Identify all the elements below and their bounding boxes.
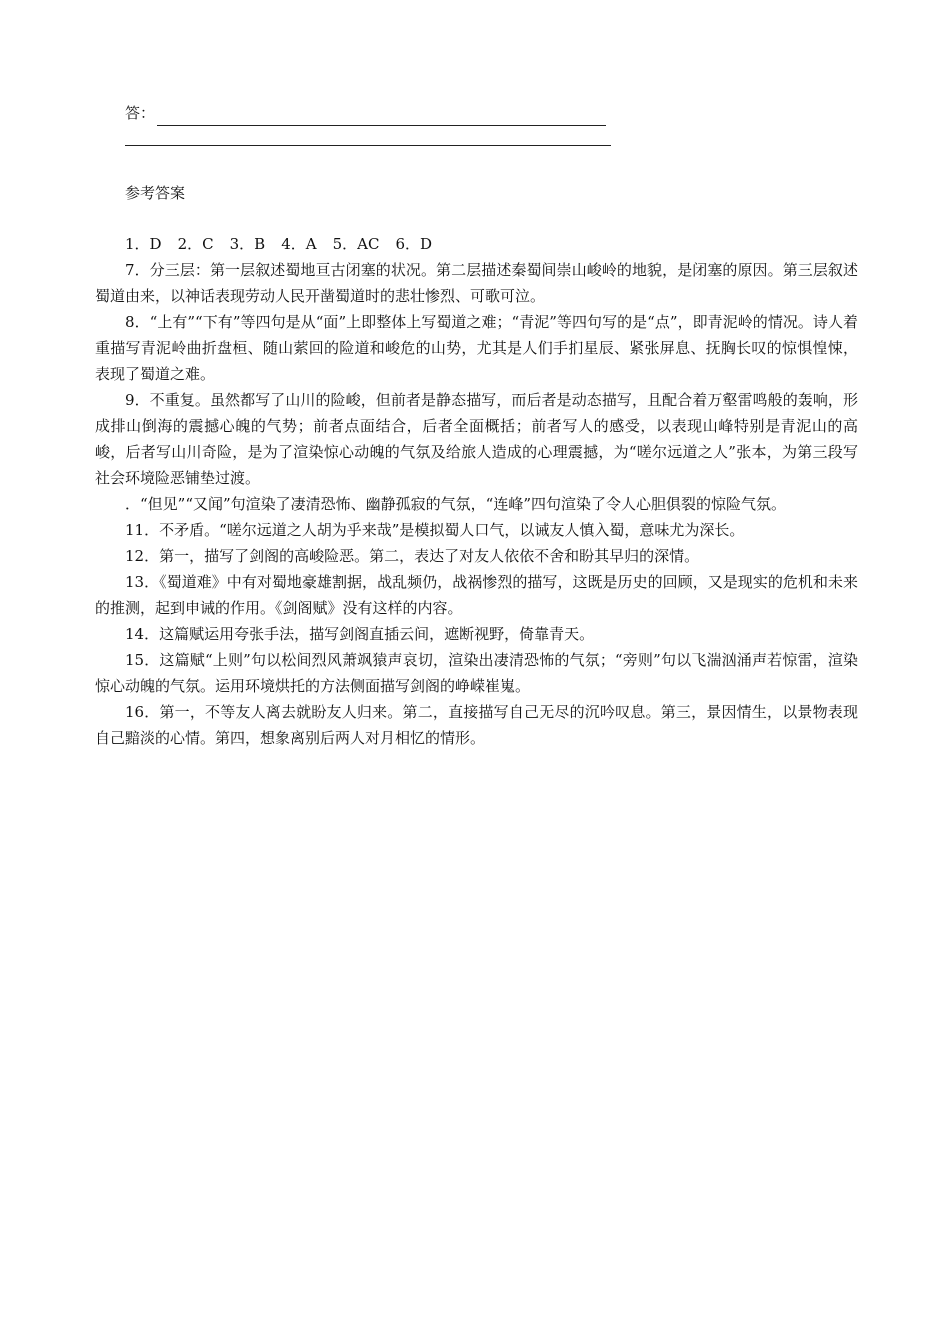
mc-answer: 2．C <box>177 235 214 253</box>
answer-blank-line-2 <box>125 145 611 146</box>
mc-answer: 1．D <box>125 235 162 253</box>
answer-paragraph-15: 15．这篇赋“上则”句以松间烈风萧飒猿声哀切，渲染出凄清恐怖的气氛；“旁则”句以飞湍汹涌声若惊雷，渲染惊心动魄的气氛。运用环境烘托的方法侧面描写剑阁的峥嵘崔嵬。 <box>95 651 858 695</box>
reference-answers-title: 参考答案 <box>125 184 186 202</box>
answer-blank-line-1 <box>157 107 606 126</box>
answer-paragraph-11: 11．不矛盾。“嗟尔远道之人胡为乎来哉”是模拟蜀人口气，以诫友人慎入蜀，意味尤为深长。 <box>125 521 745 539</box>
answers-body <box>95 231 858 751</box>
answer-paragraph-7: 7．分三层：第一层叙述蜀地亘古闭塞的状况。第二层描述秦蜀间崇山峻岭的地貌，是闭塞的原因。第三层叙述蜀道由来，以神话表现劳动人民开凿蜀道时的悲壮惨烈、可歌可泣。 <box>95 261 858 305</box>
answer-paragraph-9: 9．不重复。虽然都写了山川的险峻，但前者是静态描写，而后者是动态描写，且配合着万壑雷鸣般的轰响，形成排山倒海的震撼心魄的气势；前者点面结合，后者全面概括；前者写人的感受，以表现山峰特别是青泥山的高峻，后者写山川奇险，是为了渲染惊心动魄的气氛及给旅人造成的心理震撼，为“嗟尔远道之人”张本，为第三段写社会环境险恶铺垫过渡。 <box>95 391 858 487</box>
mc-answer: 4．A <box>281 235 317 253</box>
answer-paragraph-16: 16．第一，不等友人离去就盼友人归来。第二，直接描写自己无尽的沉吟叹息。第三，景因情生，以景物表现自己黯淡的心情。第四，想象离别后两人对月相忆的情形。 <box>95 703 858 747</box>
multiple-choice-answers <box>95 231 858 257</box>
mc-answer: 5．AC <box>332 235 380 253</box>
mc-answer: 6．D <box>395 235 433 253</box>
mc-answer: 3．B <box>229 235 266 253</box>
answer-paragraph-14: 14．这篇赋运用夸张手法，描写剑阁直插云间，遮断视野，倚靠青天。 <box>125 625 595 643</box>
answer-field <box>125 100 606 126</box>
answer-paragraph-13: 13．《蜀道难》中有对蜀地豪雄割据，战乱频仍，战祸惨烈的描写，这既是历史的回顾，又是现实的危机和未来的推测，起到申诫的作用。《剑阁赋》没有这样的内容。 <box>95 573 858 617</box>
answer-paragraph-8: 8．“上有”“下有”等四句是从“面”上即整体上写蜀道之难；“青泥”等四句写的是“点”，即青泥岭的情况。诗人着重描写青泥岭曲折盘桓、随山萦回的险道和峻危的山势，尤其是人们手扪星辰、紧张屏息、抚胸长叹的惊惧惶悚，表现了蜀道之难。 <box>95 313 858 383</box>
answer-paragraph-10: ．“但见”“又闻”句渲染了凄清恐怖、幽静孤寂的气氛，“连峰”四句渲染了令人心胆俱裂的惊险气氛。 <box>125 495 787 513</box>
answer-prompt: 答： <box>125 104 156 122</box>
answer-paragraph-12: 12．第一，描写了剑阁的高峻险恶。第二，表达了对友人依依不舍和盼其早归的深情。 <box>125 547 700 565</box>
